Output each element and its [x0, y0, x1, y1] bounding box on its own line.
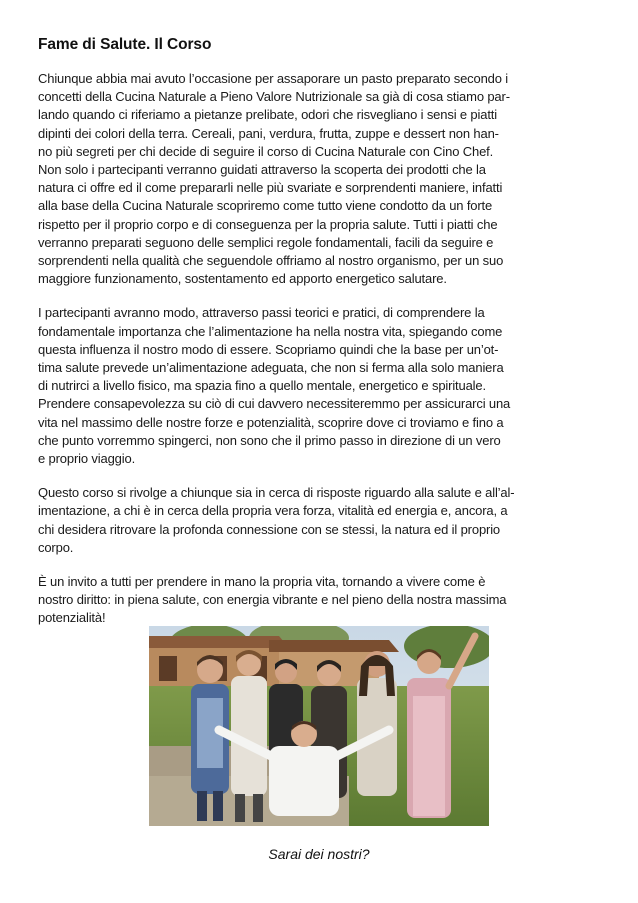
- text-line: questa influenza il nostro modo di essere. Scopriamo quindi che la base per un’ot-: [38, 341, 499, 357]
- text-line: Prendere consapevolezza su ciò di cui davvero necessiteremmo per assicurarci una: [38, 396, 511, 412]
- text-line: Questo corso si rivolge a chiunque sia in cerca di risposte riguardo alla salute e all’al-: [38, 485, 515, 501]
- text-line: nostro diritto: in piena salute, con energia vibrante e nel pieno della nostra massima: [38, 592, 507, 608]
- page-title: Fame di Salute. Il Corso: [38, 36, 212, 53]
- text-line: alla base della Cucina Naturale scopriremo come tutto viene condotto da un forte: [38, 198, 493, 214]
- text-line: potenzialità!: [38, 610, 106, 626]
- text-line: verranno preparati seguono delle semplici regole fondamentali, facili da seguire e: [38, 234, 494, 250]
- text-line: che punto vorremmo spingerci, non sono che il primo passo in direzione di un vero: [38, 432, 501, 448]
- text-line: È un invito a tutti per prendere in mano la propria vita, tornando a vivere come è: [38, 574, 486, 590]
- text-line: di nutrirci a livello fisico, ma spazia fino a quello mentale, energetico e spirituale.: [38, 378, 486, 394]
- text-line: sorprendenti nella qualità che seguendole offriamo al nostro organismo, per un suo: [38, 253, 504, 269]
- text-line: dipinti dei colori della terra. Cereali, pani, verdura, frutta, zuppe e dessert non han-: [38, 125, 499, 141]
- text-line: maggiore funzionamento, sostentamento ed apporto energetico salutare.: [38, 271, 447, 287]
- text-line: tima salute prevede un’alimentazione adeguata, che non si ferma alla solo maniera: [38, 360, 504, 376]
- text-line: concetti della Cucina Naturale a Pieno Valore Nutrizionale sa già di cosa stiamo par-: [38, 89, 510, 105]
- text-line: natura ci offre ed il come prepararli nelle più svariate e sorprendenti maniere, infatti: [38, 180, 503, 196]
- photo-caption: Sarai dei nostri?: [268, 846, 370, 862]
- text-line: fondamentale importanza che l’alimentazione ha nella nostra vita, spiegando come: [38, 323, 503, 339]
- text-line: I partecipanti avranno modo, attraverso passi teorici e pratici, di comprendere la: [38, 305, 485, 321]
- paragraph: [38, 70, 601, 288]
- text-line: e proprio viaggio.: [38, 451, 136, 467]
- text-line: corpo.: [38, 539, 74, 555]
- document-body: [38, 36, 601, 644]
- text-line: chi desidera ritrovare la profonda connessione con se stessi, la natura ed il proprio: [38, 521, 501, 537]
- paragraphs: [38, 70, 601, 628]
- text-line: Chiunque abbia mai avuto l’occasione per assaporare un pasto preparato secondo i: [38, 71, 509, 86]
- text-line: imentazione, a chi è in cerca della propria vera forza, vitalità ed energia e, ancora, a: [38, 503, 508, 519]
- text-line: vita nel massimo delle nostre forze e potenzialità, scoprire dove ci troviamo e fino a: [38, 414, 504, 430]
- paragraph: [38, 484, 601, 557]
- text-line: lando quando ci riferiamo a pietanze prelibate, odori che risvegliano i sensi e piatti: [38, 107, 497, 123]
- paragraph: [38, 304, 601, 468]
- paragraph: [38, 573, 601, 628]
- group-photo-illustration: [149, 626, 489, 826]
- text-line: rispetto per il proprio corpo e di conseguenza per la propria salute. Tutti i piatti che: [38, 216, 498, 232]
- text-line: no più segreti per chi decide di seguire il corso di Cucina Naturale con Cino Chef.: [38, 143, 494, 159]
- group-photo: [149, 626, 489, 826]
- text-line: Non solo i partecipanti verranno guidati attraverso la scoperta dei prodotti che la: [38, 162, 486, 178]
